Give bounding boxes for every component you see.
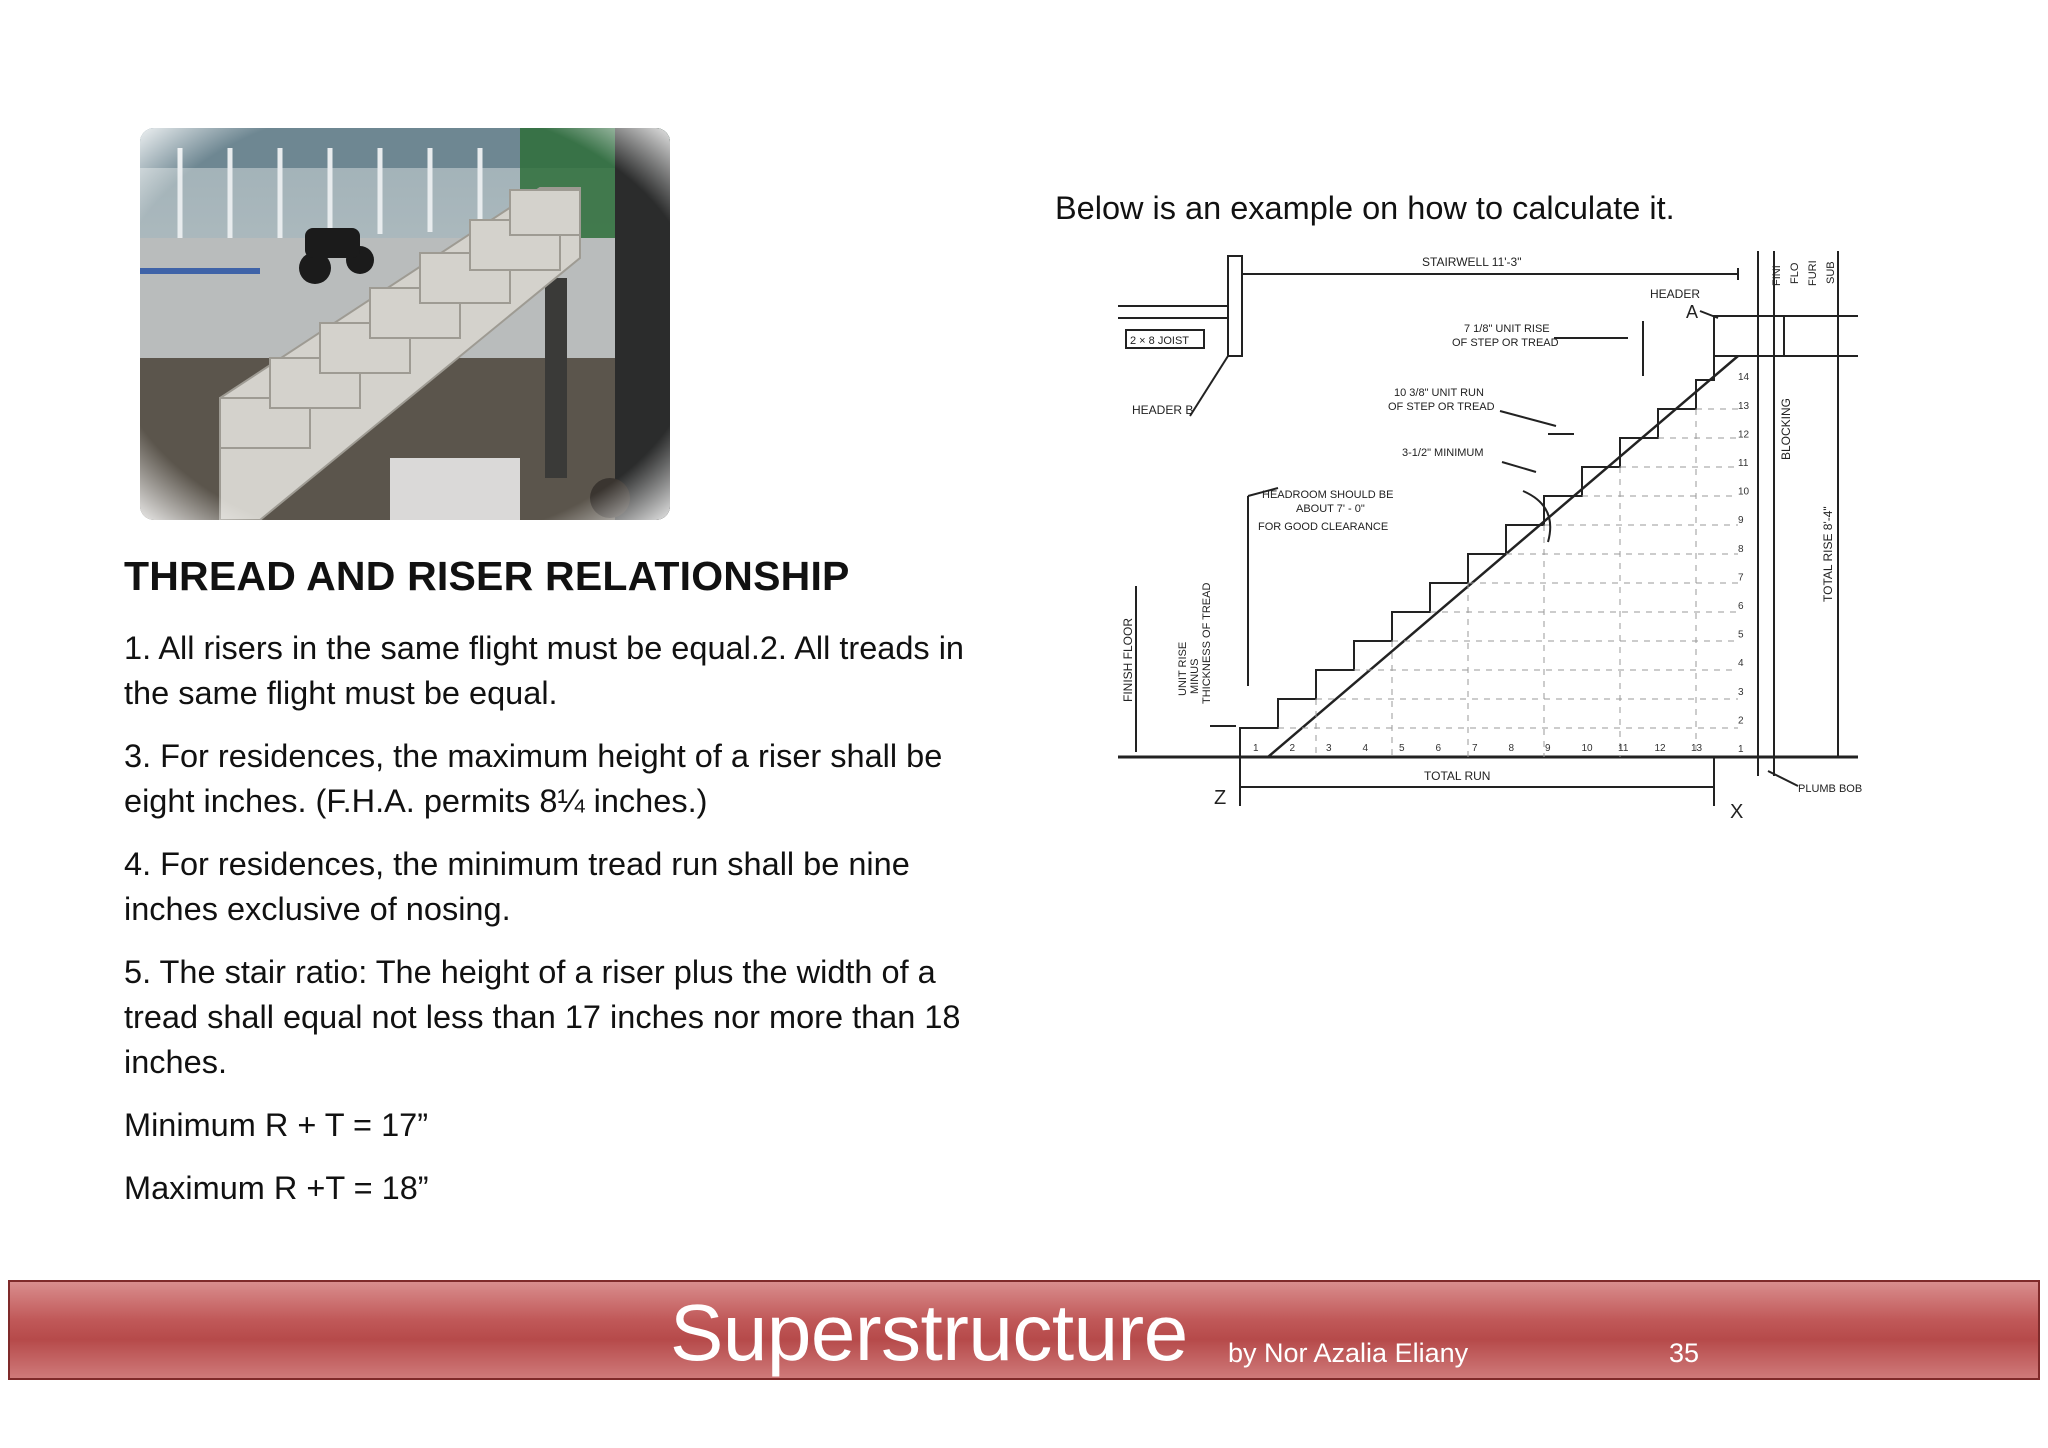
rise-number: 11 — [1738, 458, 1749, 469]
page-number: 35 — [1669, 1338, 1700, 1368]
stairwell-label: STAIRWELL 11'-3" — [1422, 255, 1522, 269]
rule-1: 1. All risers in the same flight must be equal.2. All treads in the same flight must be equal. — [124, 630, 965, 711]
run-number: 3 — [1326, 743, 1332, 754]
rise-number: 2 — [1738, 715, 1744, 727]
point-z-label: Z — [1214, 787, 1227, 809]
finish-floor-label: FINISH FLOOR — [1121, 617, 1135, 702]
unit-run-label-line2: OF STEP OR TREAD — [1388, 401, 1495, 413]
joist-label: 2 × 8 JOIST — [1130, 335, 1189, 347]
rise-number: 8 — [1738, 543, 1744, 555]
rise-number: 9 — [1738, 515, 1744, 527]
footer-author: by Nor Azalia Eliany — [1228, 1338, 1469, 1368]
rise-number: 1 — [1738, 744, 1744, 755]
run-number: 11 — [1618, 743, 1629, 754]
plumb-bob-label: PLUMB BOB — [1798, 783, 1863, 795]
rule-4: 4. For residences, the minimum tread run shall be nine inches exclusive of nosing. — [124, 846, 910, 927]
rise-number: 7 — [1738, 572, 1744, 584]
run-number: 7 — [1472, 743, 1478, 754]
run-number: 9 — [1545, 743, 1551, 754]
run-number: 4 — [1362, 743, 1369, 754]
unit-run-label-line1: 10 3/8" UNIT RUN — [1394, 387, 1484, 399]
rise-number: 12 — [1738, 429, 1750, 441]
minimum-label: 3-1/2" MINIMUM — [1402, 447, 1484, 459]
stair-diagram — [1118, 246, 1868, 826]
rule-3: 3. For residences, the maximum height of a riser shall be eight inches. (F.H.A. permits 8¼ inches.) — [124, 738, 943, 819]
top-label-1: FINI — [1771, 265, 1783, 286]
maximum-formula: Maximum R +T = 18” — [124, 1170, 429, 1206]
top-label-3: FURI — [1807, 260, 1819, 286]
point-a-label: A — [1686, 302, 1699, 322]
unit-rise-minus-line3: THICKNESS OF TREAD — [1201, 582, 1213, 704]
rise-number: 13 — [1738, 400, 1750, 412]
rule-5: 5. The stair ratio: The height of a riser plus the width of a tread shall equal not less than 17 inches nor more than 18 inches. — [124, 954, 961, 1080]
headroom-line3: FOR GOOD CLEARANCE — [1258, 521, 1389, 533]
diagram-intro: Below is an example on how to calculate it. — [1055, 190, 1675, 226]
run-number: 8 — [1508, 743, 1515, 754]
unit-rise-minus-line1: UNIT RISE — [1177, 641, 1189, 696]
blocking-label: BLOCKING — [1779, 397, 1793, 460]
headroom-line2: ABOUT 7' - 0" — [1296, 503, 1365, 515]
header-b-label: HEADER B — [1132, 403, 1194, 417]
run-number: 5 — [1399, 743, 1405, 754]
total-run-label: TOTAL RUN — [1424, 769, 1491, 783]
header-label: HEADER — [1650, 287, 1701, 301]
rise-number: 10 — [1738, 486, 1750, 498]
rise-number: 4 — [1738, 658, 1744, 670]
run-number: 2 — [1289, 743, 1296, 754]
total-rise-label: TOTAL RISE 8'-4" — [1821, 506, 1835, 602]
headroom-line1: HEADROOM SHOULD BE — [1262, 489, 1394, 501]
unit-rise-label-line1: 7 1/8" UNIT RISE — [1464, 323, 1550, 335]
rise-number: 6 — [1738, 601, 1744, 612]
run-number: 12 — [1654, 743, 1666, 754]
rise-number: 5 — [1738, 629, 1744, 641]
unit-rise-label-line2: OF STEP OR TREAD — [1452, 337, 1559, 349]
run-number: 13 — [1691, 743, 1703, 754]
footer-title: Superstructure — [670, 1288, 1188, 1377]
run-number: 10 — [1581, 743, 1593, 754]
top-label-4: SUB — [1825, 261, 1837, 284]
top-label-2: FLO — [1789, 262, 1801, 284]
footer-bar — [8, 1280, 2040, 1380]
rise-number: 14 — [1738, 372, 1750, 384]
minimum-formula: Minimum R + T = 17” — [124, 1107, 429, 1143]
run-number: 1 — [1253, 743, 1259, 754]
point-x-label: X — [1730, 801, 1744, 823]
section-heading: THREAD AND RISER RELATIONSHIP — [124, 553, 850, 599]
rise-number: 3 — [1738, 686, 1744, 698]
run-number: 6 — [1435, 743, 1442, 754]
unit-rise-minus-line2: MINUS — [1189, 658, 1201, 694]
rules-list — [124, 626, 1004, 1229]
stair-photo — [140, 128, 670, 520]
